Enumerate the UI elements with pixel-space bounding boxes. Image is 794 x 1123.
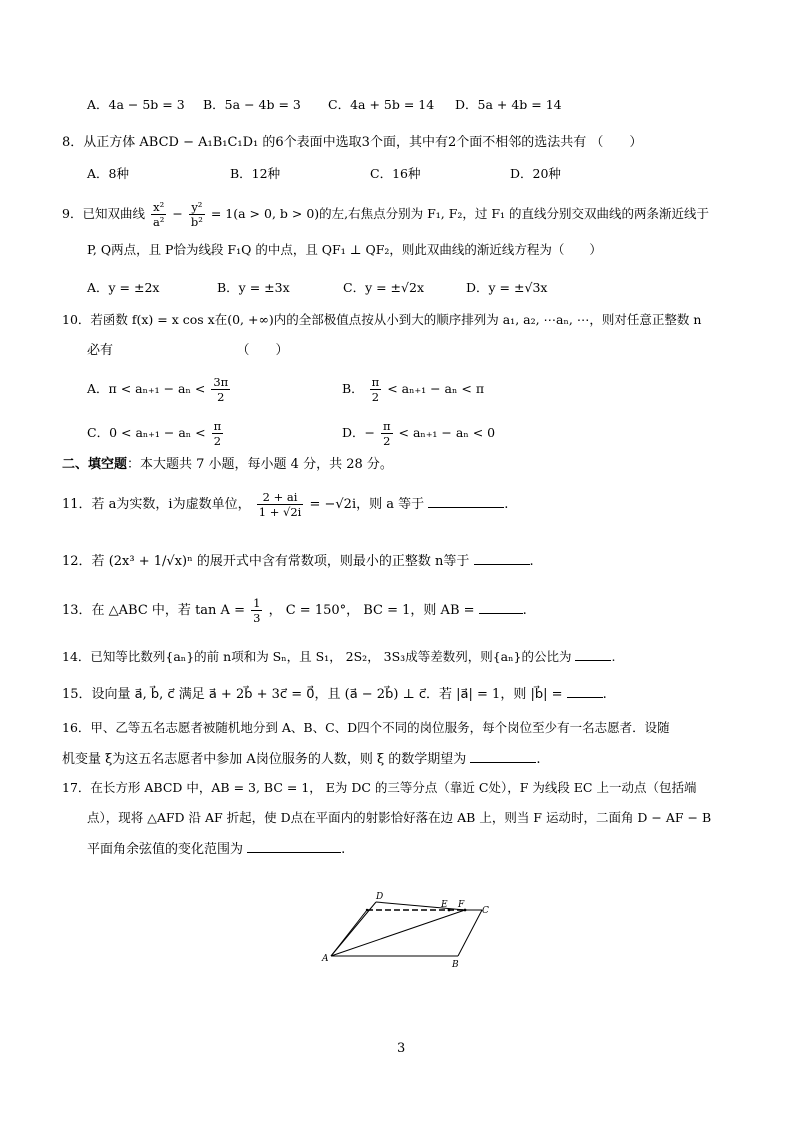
edge-dfold-f bbox=[376, 902, 465, 910]
q9-suffix: = 1(a > 0, b > 0)的左,右焦点分别为 F₁, F₂，过 F₁ 的直线分别交双曲线的两条渐近线于 bbox=[210, 206, 710, 221]
q13-text: 13．在 △ABC 中，若 tan A = $\frac{1}{3}$ ， C = 150°， BC = 1，则 AB = . bbox=[62, 596, 527, 625]
q9-fraction-y: $\frac{\text{y²}}{\text{b²}}$ bbox=[190, 200, 203, 229]
q9-option-d: D．y = ±√3x bbox=[466, 280, 548, 295]
q11-fraction: $\frac{2 + ai}{1 + √2i}$ bbox=[258, 490, 302, 519]
point-e bbox=[448, 909, 451, 912]
q7-option-a: A．4a − 5b = 3 bbox=[87, 97, 185, 112]
q10-option-c: C．0 < aₙ₊₁ − aₙ < $\frac{\pi}{2}$ bbox=[87, 419, 222, 448]
label-f: F bbox=[458, 900, 465, 910]
label-a: A bbox=[322, 954, 329, 964]
q16-line-2: 机变量 ξ为这五名志愿者中参加 A岗位服务的人数，则 ξ 的数学期望为 . bbox=[62, 748, 541, 769]
section-title: 二、填空题 bbox=[62, 457, 128, 472]
edge-af bbox=[331, 910, 465, 956]
q17-line-1: 17．在长方形 ABCD 中，AB = 3, BC = 1， E为 DC 的三等分点（靠近 C处），F 为线段 EC 上一动点（包括端 bbox=[62, 780, 697, 795]
label-c: C bbox=[482, 906, 489, 916]
section-heading bbox=[62, 456, 393, 474]
q12-text: 12．若 (2x³ + 1/√x)ⁿ 的展开式中含有常数项，则最小的正整数 n等于 . bbox=[62, 550, 534, 571]
q9-fraction-x: $\frac{\text{x²}}{\text{a²}}$ bbox=[152, 200, 165, 229]
q9-prefix: 9．已知双曲线 bbox=[62, 206, 145, 221]
q9-option-b: B．y = ±3x bbox=[217, 280, 290, 295]
q10-line-1: 10．若函数 f(x) = x cos x在(0, +∞)内的全部极值点按从小到大的顺序排列为 a₁, a₂, ⋯aₙ, ⋯，则对任意正整数 n bbox=[62, 312, 702, 327]
folded-rectangle-figure bbox=[310, 885, 520, 975]
q10-option-b: B． $\frac{\pi}{2}$ < aₙ₊₁ − aₙ < π bbox=[342, 375, 485, 404]
q14-answer-blank[interactable] bbox=[575, 646, 611, 661]
q7-option-c: C．4a + 5b = 14 bbox=[328, 97, 435, 112]
q17-line-2: 点），现将 △AFD 沿 AF 折起，使 D点在平面内的射影恰好落在边 AB 上，则当 F 运动时，二面角 D − AF − B bbox=[87, 810, 712, 825]
label-b: B bbox=[452, 960, 459, 970]
q17-answer-blank[interactable] bbox=[247, 838, 341, 853]
q12-answer-blank[interactable] bbox=[474, 550, 530, 565]
q16-line-1: 16．甲、乙等五名志愿者被随机地分到 A、B、C、D四个不同的岗位服务，每个岗位至少有一名志愿者．设随 bbox=[62, 720, 670, 735]
q10-option-d: D．− $\frac{\pi}{2}$ < aₙ₊₁ − aₙ < 0 bbox=[342, 419, 496, 448]
q10-option-a: A．π < aₙ₊₁ − aₙ < $\frac{3\pi}{2}$ bbox=[87, 375, 229, 404]
section-description: ：本大题共 7 小题，每小题 4 分，共 28 分。 bbox=[127, 457, 393, 472]
q7-option-d: D．5a + 4b = 14 bbox=[455, 97, 562, 112]
label-d: D bbox=[376, 892, 384, 902]
q14-text: 14．已知等比数列{aₙ}的前 n项和为 Sₙ，且 S₁， 2S₂， 3S₃成等差数列，则{aₙ}的公比为 . bbox=[62, 646, 615, 666]
q7-option-b: B．5a − 4b = 3 bbox=[203, 97, 301, 112]
q9-line-2: P, Q两点，且 P恰为线段 F₁Q 的中点，且 QF₁ ⊥ QF₂，则此双曲线的渐近线方程为（ ） bbox=[87, 242, 602, 257]
q17-line-3: 平面角余弦值的变化范围为 . bbox=[87, 838, 345, 859]
point-d bbox=[366, 909, 368, 911]
q8-option-c: C．16种 bbox=[370, 166, 421, 181]
label-e: E bbox=[441, 900, 448, 910]
q8-text: 8．从正方体 ABCD − A₁B₁C₁D₁ 的6个表面中选取3个面，其中有2个面不相邻的选法共有 （ ） bbox=[62, 135, 643, 150]
q11-text: 11．若 a为实数，i为虚数单位， $\frac{2 + ai}{1 + √2i}$ = −√2i，则 a 等于 . bbox=[62, 490, 509, 519]
q15-answer-blank[interactable] bbox=[567, 683, 603, 698]
q10-line-2: 必有 （ ） bbox=[87, 343, 289, 358]
q13-answer-blank[interactable] bbox=[479, 599, 523, 614]
q16-answer-blank[interactable] bbox=[470, 748, 536, 763]
q8-option-a: A．8种 bbox=[87, 166, 129, 181]
q9-option-c: C．y = ±√2x bbox=[343, 280, 424, 295]
q8-option-b: B．12种 bbox=[230, 166, 281, 181]
q15-text: 15．设向量 a⃗, b⃗, c⃗ 满足 a⃗ + 2b⃗ + 3c⃗ = 0⃗，且 (a⃗ − 2b⃗) ⊥ c⃗．若 |a⃗| = 1，则 |b⃗| = . bbox=[62, 683, 607, 704]
edge-bc bbox=[458, 910, 482, 956]
q11-answer-blank[interactable] bbox=[428, 493, 504, 508]
q9-line-1: 9．已知双曲线 $\frac{\text{x²}}{\text{a²}}$ − $\frac{\text{y²}}{\text{b²}}$ = 1(a > 0, b > 0)的左,右焦点分别为 F₁, F₂，过 F₁ 的直线分别交双曲线的两条渐近线于 bbox=[62, 200, 710, 229]
page-number: 3 bbox=[397, 1041, 406, 1056]
q8-option-d: D．20种 bbox=[510, 166, 561, 181]
q12-expression: (2x³ + 1/√x)ⁿ bbox=[108, 554, 193, 569]
q9-option-a: A．y = ±2x bbox=[87, 280, 160, 295]
